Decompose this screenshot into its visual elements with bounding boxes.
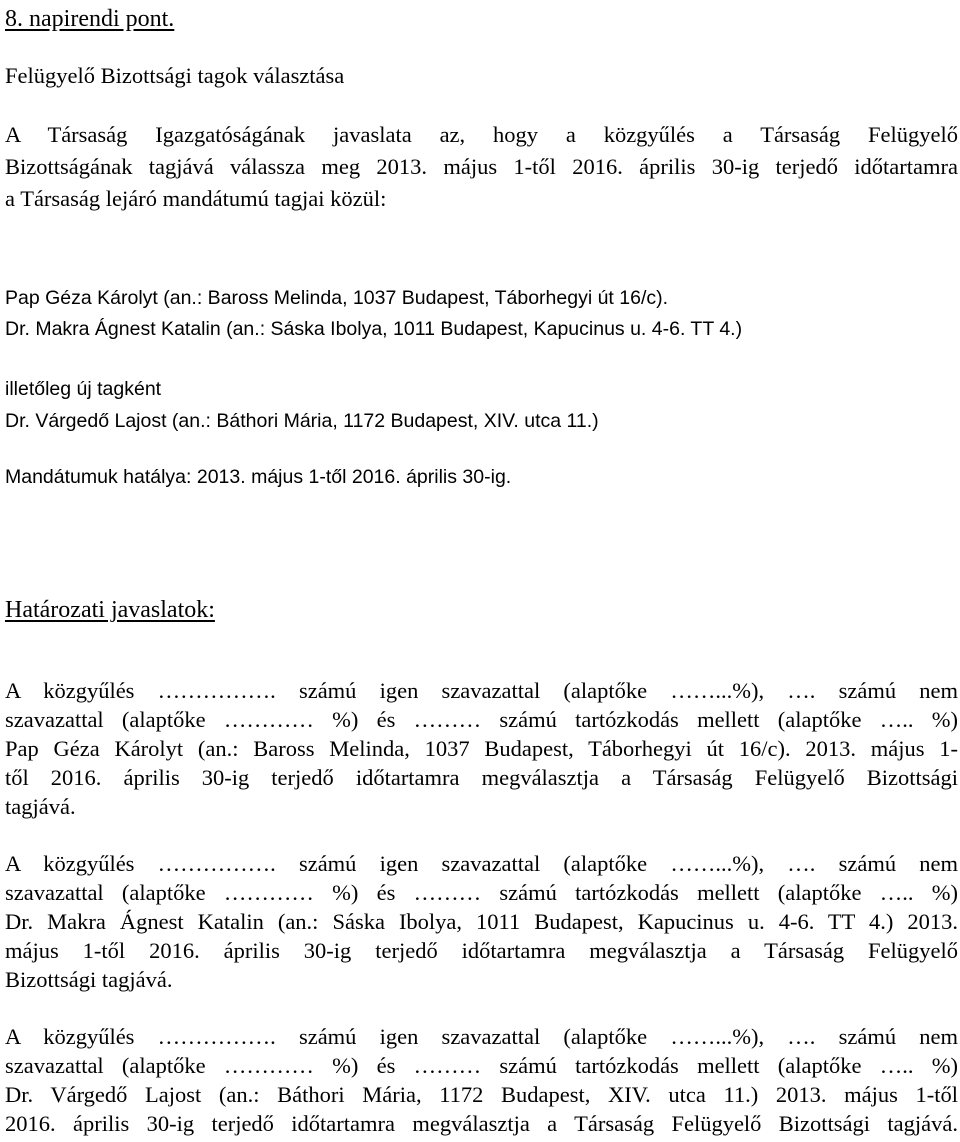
resolution-line: Pap Géza Károlyt (an.: Baross Melinda, 1037 Budapest, Táborhegyi út 16/c). 2013. május 1- [5, 736, 958, 761]
resolution-line: Bizottsági tagjává. [5, 967, 173, 992]
section-title: Felügyelő Bizottsági tagok választása [5, 63, 345, 88]
resolution-line: 2016. április 30-ig terjedő időtartamra megválasztja a Társaság Felügyelő Bizottsági tagjává. [5, 1111, 958, 1136]
resolution-line: től 2016. április 30-ig terjedő időtartamra megválasztja a Társaság Felügyelő Bizottsági [5, 765, 958, 790]
candidate-line: Dr. Makra Ágnest Katalin (an.: Sáska Ibolya, 1011 Budapest, Kapucinus u. 4-6. TT 4.) [5, 318, 743, 340]
resolution-line: szavazattal (alaptőke ………… %) és ……… számú tartózkodás mellett (alaptőke ….. %) [5, 707, 958, 732]
resolution-line: tagjává. [5, 794, 76, 819]
new-member-label: illetőleg új tagként [5, 378, 162, 400]
resolution-line: Dr. Makra Ágnest Katalin (an.: Sáska Ibolya, 1011 Budapest, Kapucinus u. 4-6. TT 4.) 2013. [5, 909, 958, 934]
resolution-line: A közgyűlés ……………. számú igen szavazattal (alaptőke ……...%), …. számú nem [5, 678, 958, 703]
resolution-line: A közgyűlés ……………. számú igen szavazattal (alaptőke ……...%), …. számú nem [5, 851, 958, 876]
intro-line: Bizottságának tagjává válassza meg 2013. május 1-től 2016. április 30-ig terjedő időtartamra [5, 154, 958, 179]
intro-line: A Társaság Igazgatóságának javaslata az, hogy a közgyűlés a Társaság Felügyelő [5, 122, 958, 147]
resolution-line: szavazattal (alaptőke ………… %) és ……… számú tartózkodás mellett (alaptőke ….. %) [5, 880, 958, 905]
candidate-line: Pap Géza Károlyt (an.: Baross Melinda, 1037 Budapest, Táborhegyi út 16/c). [5, 287, 669, 309]
mandate-line: Mandátumuk hatálya: 2013. május 1-től 2016. április 30-ig. [5, 466, 512, 488]
resolution-line: Dr. Várgedő Lajost (an.: Báthori Mária, 1172 Budapest, XIV. utca 11.) 2013. május 1-től [5, 1082, 958, 1107]
new-member-line: Dr. Várgedő Lajost (an.: Báthori Mária, 1172 Budapest, XIV. utca 11.) [5, 410, 599, 432]
proposals-heading: Határozati javaslatok: [5, 597, 215, 623]
agenda-item-title: 8. napirendi pont. [5, 6, 175, 32]
resolution-line: május 1-től 2016. április 30-ig terjedő időtartamra megválasztja a Társaság Felügyelő [5, 938, 958, 963]
resolution-line: A közgyűlés ……………. számú igen szavazattal (alaptőke ……...%), …. számú nem [5, 1024, 958, 1049]
intro-line: a Társaság lejáró mandátumú tagjai közül: [5, 186, 387, 211]
resolution-line: szavazattal (alaptőke ………… %) és ……… számú tartózkodás mellett (alaptőke ….. %) [5, 1053, 958, 1078]
